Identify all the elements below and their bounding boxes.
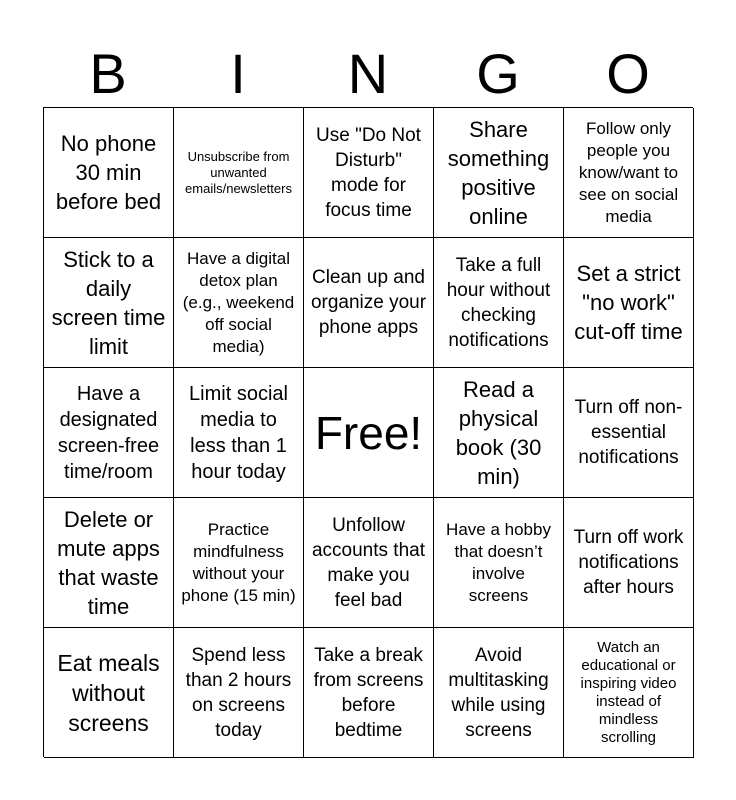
bingo-cell-r5-c2[interactable] bbox=[174, 628, 304, 758]
header-letter-i: I bbox=[230, 42, 246, 105]
bingo-cell-r5-c3[interactable] bbox=[304, 628, 434, 758]
bingo-cell-r2-c3[interactable] bbox=[304, 238, 434, 368]
header-letter-o: O bbox=[606, 42, 650, 105]
cell-text: Avoid multitasking while using screens bbox=[448, 644, 549, 741]
cell-text: Share something positive online bbox=[447, 116, 550, 229]
cell-text: Free! bbox=[314, 406, 423, 459]
cell-text: Set a strict "no work" cut-off time bbox=[574, 261, 683, 344]
cell-text: Eat meals without screens bbox=[57, 649, 160, 736]
bingo-cell-r2-c2[interactable] bbox=[174, 238, 304, 368]
cell-text: Stick to a daily screen time limit bbox=[51, 246, 166, 359]
cell-text: Take a full hour without checking notifications bbox=[446, 254, 551, 351]
bingo-cell-r4-c2[interactable] bbox=[174, 498, 304, 628]
cell-text: Follow only people you know/want to see on social media bbox=[578, 118, 679, 226]
cell-text: Spend less than 2 hours on screens today bbox=[185, 644, 292, 741]
bingo-cell-r4-c5[interactable] bbox=[564, 498, 694, 628]
bingo-cell-r3-c5[interactable] bbox=[564, 368, 694, 498]
bingo-cell-r4-c4[interactable] bbox=[434, 498, 564, 628]
bingo-header bbox=[43, 42, 693, 106]
bingo-cell-r1-c1[interactable] bbox=[44, 108, 174, 238]
bingo-cell-r5-c4[interactable] bbox=[434, 628, 564, 758]
cell-text: Have a digital detox plan (e.g., weekend off social media) bbox=[182, 248, 295, 356]
bingo-cell-r3-c2[interactable] bbox=[174, 368, 304, 498]
bingo-cell-r1-c3[interactable] bbox=[304, 108, 434, 238]
bingo-cell-r4-c3[interactable] bbox=[304, 498, 434, 628]
bingo-cell-r3-c4[interactable] bbox=[434, 368, 564, 498]
header-letter-b: B bbox=[89, 42, 127, 105]
cell-text: Take a break from screens before bedtime bbox=[313, 644, 424, 741]
header-letter-g: G bbox=[476, 42, 520, 105]
cell-text: Turn off work notifications after hours bbox=[573, 527, 684, 598]
bingo-cell-r5-c5[interactable] bbox=[564, 628, 694, 758]
cell-text: Turn off non-essential notifications bbox=[574, 397, 683, 468]
bingo-cell-r2-c5[interactable] bbox=[564, 238, 694, 368]
bingo-cell-free[interactable] bbox=[304, 368, 434, 498]
bingo-cell-r3-c1[interactable] bbox=[44, 368, 174, 498]
cell-text: Limit social media to less than 1 hour today bbox=[189, 382, 288, 483]
cell-text: Clean up and organize your phone apps bbox=[310, 267, 427, 338]
bingo-grid bbox=[43, 107, 693, 757]
cell-text: Unsubscribe from unwanted emails/newsletters bbox=[185, 148, 292, 196]
cell-text: Have a designated screen-free time/room bbox=[57, 382, 160, 483]
cell-text: Read a physical book (30 min) bbox=[455, 376, 542, 489]
cell-text: Have a hobby that doesn’t involve screens bbox=[446, 519, 551, 605]
cell-text: Practice mindfulness without your phone (15 min) bbox=[181, 519, 296, 605]
cell-text: No phone 30 min before bed bbox=[55, 131, 162, 214]
cell-text: Unfollow accounts that make you feel bad bbox=[311, 514, 426, 611]
bingo-cell-r1-c4[interactable] bbox=[434, 108, 564, 238]
cell-text: Watch an educational or inspiring video instead of mindless scrolling bbox=[580, 638, 677, 746]
bingo-cell-r1-c2[interactable] bbox=[174, 108, 304, 238]
bingo-cell-r2-c1[interactable] bbox=[44, 238, 174, 368]
header-letter-n: N bbox=[347, 42, 389, 105]
bingo-cell-r1-c5[interactable] bbox=[564, 108, 694, 238]
cell-text: Delete or mute apps that waste time bbox=[57, 506, 160, 619]
cell-text: Use "Do Not Disturb" mode for focus time bbox=[316, 124, 421, 221]
bingo-cell-r5-c1[interactable] bbox=[44, 628, 174, 758]
bingo-cell-r4-c1[interactable] bbox=[44, 498, 174, 628]
bingo-cell-r2-c4[interactable] bbox=[434, 238, 564, 368]
